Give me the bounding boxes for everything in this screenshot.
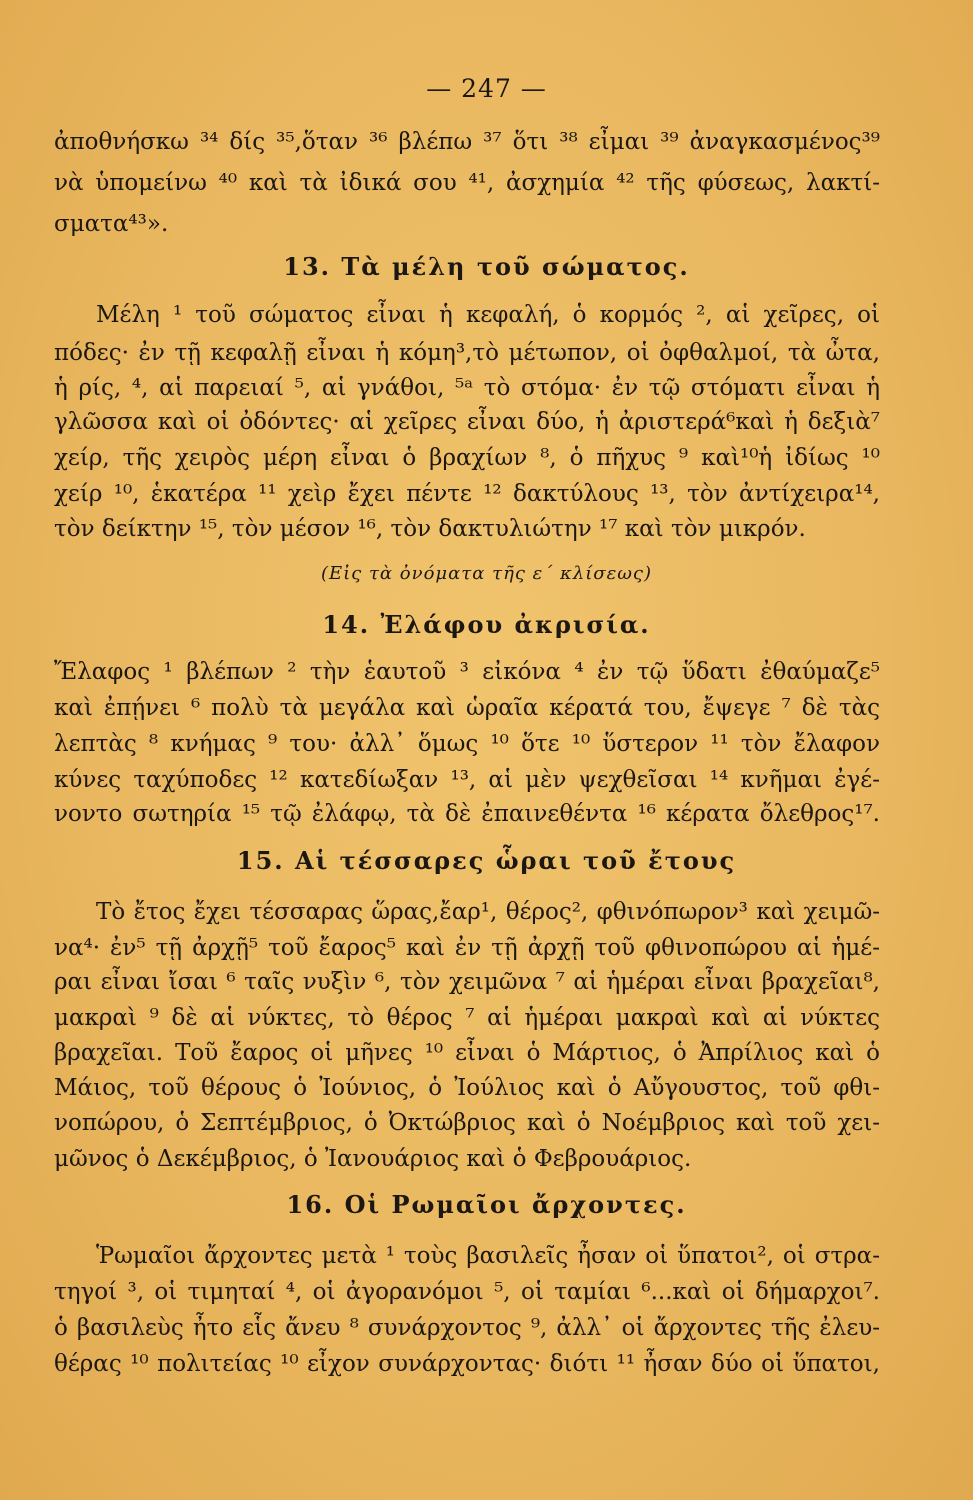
text-line: ἡ ρίς, ⁴, αἱ παρειαί ⁵, αἱ γνάθοι, ⁵ᵃ τὸ στόμα· ἐν τῷ στόματι εἶναι ἡ: [54, 375, 880, 401]
text-line: πόδες· ἐν τῇ κεφαλῇ εἶναι ἡ κόμη³,τὸ μέτωπον, οἱ ὀφθαλμοί, τὰ ὦτα,: [54, 340, 880, 366]
text-line: νὰ ὑπομείνω ⁴⁰ καὶ τὰ ἰδικά σου ⁴¹, ἀσχημία ⁴² τῆς φύσεως, λακτί-: [54, 170, 880, 196]
text-line: νοπώρου, ὁ Σεπτέμβριος, ὁ Ὀκτώβριος καὶ ὁ Νοέμβριος καὶ τοῦ χει-: [54, 1110, 880, 1136]
text-line: θέρας ¹⁰ πολιτείας ¹⁰ εἶχον συνάρχοντας· διότι ¹¹ ἦσαν δύο οἱ ὕπατοι,: [54, 1351, 880, 1377]
section-heading-13: 13. Τὰ μέλη τοῦ σώματος.: [283, 252, 690, 281]
text-line: χείρ ¹⁰, ἑκατέρα ¹¹ χεὶρ ἔχει πέντε ¹² δακτύλους ¹³, τὸν ἀντίχειρα¹⁴,: [54, 481, 880, 507]
text-line: μακραὶ ⁹ δὲ αἱ νύκτες, τὸ θέρος ⁷ αἱ ἡμέραι μακραὶ καὶ αἱ νύκτες: [54, 1005, 880, 1031]
section-heading-16: 16. Οἱ Ρωμαῖοι ἄρχοντες.: [286, 1190, 687, 1219]
text-line: νοντο σωτηρία ¹⁵ τῷ ἐλάφῳ, τὰ δὲ ἐπαινεθέντα ¹⁶ κέρατα ὄλεθρος¹⁷.: [54, 801, 880, 827]
text-line: καὶ ἐπῄνει ⁶ πολὺ τὰ μεγάλα καὶ ὡραῖα κέρατά του, ἔψεγε ⁷ δὲ τὰς: [54, 695, 880, 721]
section-heading-15: 15. Αἱ τέσσαρες ὧραι τοῦ ἔτους: [236, 846, 737, 875]
text-line: τηγοί ³, οἱ τιμηταί ⁴, οἱ ἀγορανόμοι ⁵, οἱ ταμίαι ⁶...καὶ οἱ δήμαρχοι⁷.: [54, 1279, 880, 1305]
section-heading-14: 14. Ἐλάφου ἀκρισία.: [322, 610, 651, 639]
text-line: ὁ βασιλεὺς ἦτο εἷς ἄνευ ⁸ συνάρχοντος ⁹, ἀλλ᾽ οἱ ἄρχοντες τῆς ἐλευ-: [54, 1315, 880, 1341]
grammar-note: (Εἰς τὰ ὀνόματα τῆς ε΄ κλίσεως): [320, 563, 653, 584]
text-line: σματα⁴³».: [54, 211, 169, 237]
text-line: να⁴· ἐν⁵ τῇ ἀρχῇ⁵ τοῦ ἔαρος⁵ καὶ ἐν τῇ ἀρχῇ τοῦ φθινοπώρου αἱ ἡμέ-: [54, 935, 880, 961]
text-line: χείρ, τῆς χειρὸς μέρη εἶναι ὁ βραχίων ⁸, ὁ πῆχυς ⁹ καὶ¹⁰ἡ ἰδίως ¹⁰: [54, 445, 880, 471]
text-line: Ἔλαφος ¹ βλέπων ² τὴν ἑαυτοῦ ³ εἰκόνα ⁴ ἐν τῷ ὕδατι ἐθαύμαζε⁵: [54, 659, 880, 685]
text-line: κύνες ταχύποδες ¹² κατεδίωξαν ¹³, αἱ μὲν ψεχθεῖσαι ¹⁴ κνῆμαι ἐγέ-: [54, 767, 880, 793]
text-line: γλῶσσα καὶ οἱ ὀδόντες· αἱ χεῖρες εἶναι δύο, ἡ ἀριστερά⁶καὶ ἡ δεξιὰ⁷: [54, 409, 880, 435]
text-line: ἀποθνήσκω ³⁴ δίς ³⁵,ὅταν ³⁶ βλέπω ³⁷ ὅτι ³⁸ εἶμαι ³⁹ ἀναγκασμένος³⁹: [54, 129, 880, 155]
text-line: βραχεῖαι. Τοῦ ἔαρος οἱ μῆνες ¹⁰ εἶναι ὁ Μάρτιος, ὁ Ἀπρίλιος καὶ ὁ: [54, 1040, 880, 1066]
text-line: Μέλη ¹ τοῦ σώματος εἶναι ἡ κεφαλή, ὁ κορμός ², αἱ χεῖρες, οἱ: [96, 302, 880, 328]
text-line: ραι εἶναι ἴσαι ⁶ ταῖς νυξὶν ⁶, τὸν χειμῶνα ⁷ αἱ ἡμέραι εἶναι βραχεῖαι⁸,: [54, 969, 880, 995]
text-line: Μάιος, τοῦ θέρους ὁ Ἰούνιος, ὁ Ἰούλιος καὶ ὁ Αὔγουστος, τοῦ φθι-: [54, 1075, 880, 1101]
text-line: Ῥωμαῖοι ἄρχοντες μετὰ ¹ τοὺς βασιλεῖς ἦσαν οἱ ὕπατοι², οἱ στρα-: [96, 1243, 880, 1269]
page-number: — 247 —: [426, 74, 547, 103]
text-line: τὸν δείκτην ¹⁵, τὸν μέσον ¹⁶, τὸν δακτυλιώτην ¹⁷ καὶ τὸν μικρόν.: [54, 516, 806, 542]
text-line: λεπτὰς ⁸ κνήμας ⁹ του· ἀλλ᾽ ὅμως ¹⁰ ὅτε ¹⁰ ὕστερον ¹¹ τὸν ἔλαφον: [54, 731, 880, 757]
text-line: Τὸ ἔτος ἔχει τέσσαρας ὥρας,ἔαρ¹, θέρος², φθινόπωρον³ καὶ χειμῶ-: [96, 899, 880, 925]
text-line: μῶνος ὁ Δεκέμβριος, ὁ Ἰανουάριος καὶ ὁ Φεβρουάριος.: [54, 1146, 692, 1172]
